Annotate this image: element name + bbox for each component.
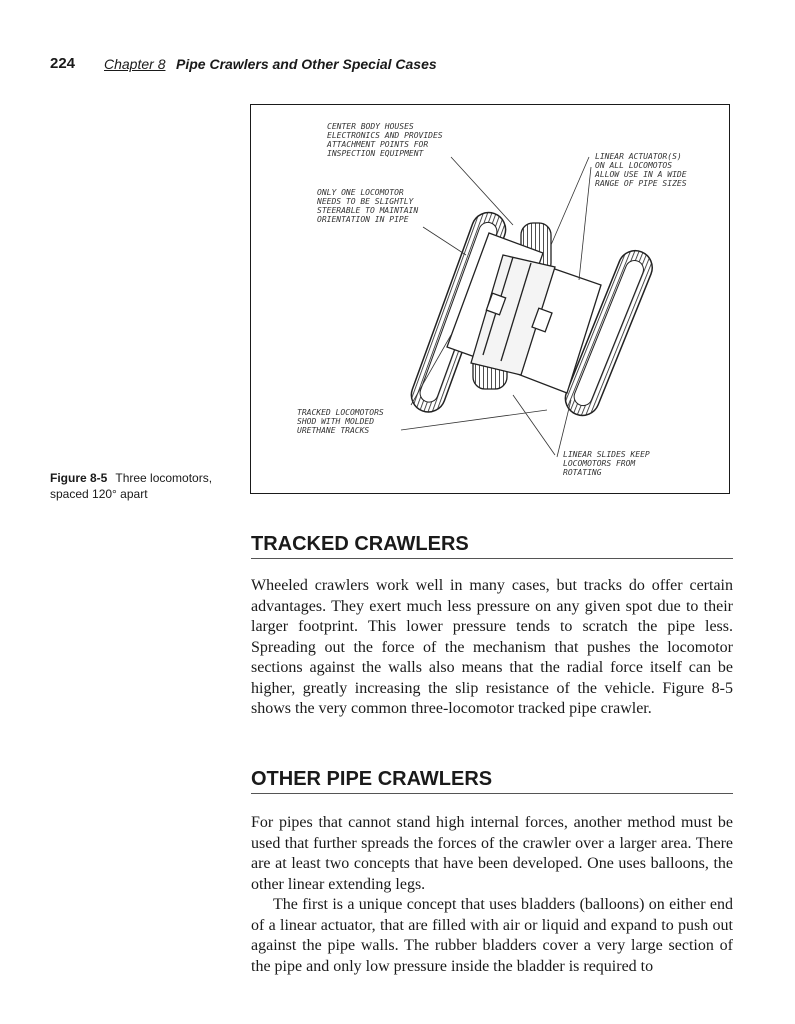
pipe-crawler-illustration <box>251 105 731 495</box>
label-linear-slides-1: LINEAR SLIDES KEEP <box>563 450 650 459</box>
section-heading-tracked-crawlers: TRACKED CRAWLERS <box>251 533 733 559</box>
label-center-body-4: INSPECTION EQUIPMENT <box>327 149 424 158</box>
label-linear-slides-3: ROTATING <box>563 468 602 477</box>
label-linear-actuators-2: ON ALL LOCOMOTOS <box>595 161 673 170</box>
figure-caption <box>50 470 240 502</box>
paragraph-tracked-crawlers: Wheeled crawlers work well in many cases, but tracks do offer certain advantages. They exert much less pressure on any given spot due to their larger footprint. This lower pressure tends to scratch the pipe less. Spreading out the force of the mechanism that pushes the locomotor sections against the walls also means that the radial force itself can be higher, greatly increasing the slip resistance of the vehicle. Figure 8-5 shows the very common three-locomotor tracked pipe crawler. <box>251 577 733 717</box>
label-center-body-1: CENTER BODY HOUSES <box>327 122 414 131</box>
running-header <box>50 55 437 72</box>
label-one-locomotor-4: ORIENTATION IN PIPE <box>317 215 409 224</box>
page-number: 224 <box>50 55 76 72</box>
figure-8-5 <box>250 104 730 494</box>
label-one-locomotor-3: STEERABLE TO MAINTAIN <box>317 206 419 215</box>
paragraph-other-pipe-crawlers-2: The first is a unique concept that uses bladders (balloons) on either end of a linear actuator, that are filled with air or liquid and expand to push out against the pipe walls. The rubber bladders cover a very large section of the pipe and only low pressure inside the bladder is required to <box>251 896 733 975</box>
figure-number: Figure 8-5 <box>50 471 108 485</box>
label-tracked-locomotors-1: TRACKED LOCOMOTORS <box>297 408 384 417</box>
label-linear-actuators-4: RANGE OF PIPE SIZES <box>595 179 687 188</box>
label-tracked-locomotors-2: SHOD WITH MOLDED <box>297 417 375 426</box>
label-tracked-locomotors-3: URETHANE TRACKS <box>297 426 370 435</box>
label-linear-actuators-3: ALLOW USE IN A WIDE <box>595 170 687 179</box>
label-center-body-3: ATTACHMENT POINTS FOR <box>327 140 429 149</box>
label-linear-slides-2: LOCOMOTORS FROM <box>563 459 636 468</box>
figure-caption-text: Three locomotors, spaced 120° apart <box>50 471 213 501</box>
label-one-locomotor-2: NEEDS TO BE SLIGHTLY <box>317 197 414 206</box>
label-linear-actuators-1: LINEAR ACTUATOR(S) <box>595 152 682 161</box>
label-center-body-2: ELECTRONICS AND PROVIDES <box>327 131 443 140</box>
chapter-title: Pipe Crawlers and Other Special Cases <box>176 56 437 72</box>
label-one-locomotor-1: ONLY ONE LOCOMOTOR <box>317 188 404 197</box>
section-heading-other-pipe-crawlers: OTHER PIPE CRAWLERS <box>251 768 733 794</box>
chapter-link[interactable]: Chapter 8 <box>104 56 166 72</box>
paragraph-other-pipe-crawlers-1: For pipes that cannot stand high internal forces, another method must be used that further spreads the forces of the crawler over a larger area. There are at least two concepts that have been developed. One uses balloons, the other linear extending legs. <box>251 814 733 893</box>
